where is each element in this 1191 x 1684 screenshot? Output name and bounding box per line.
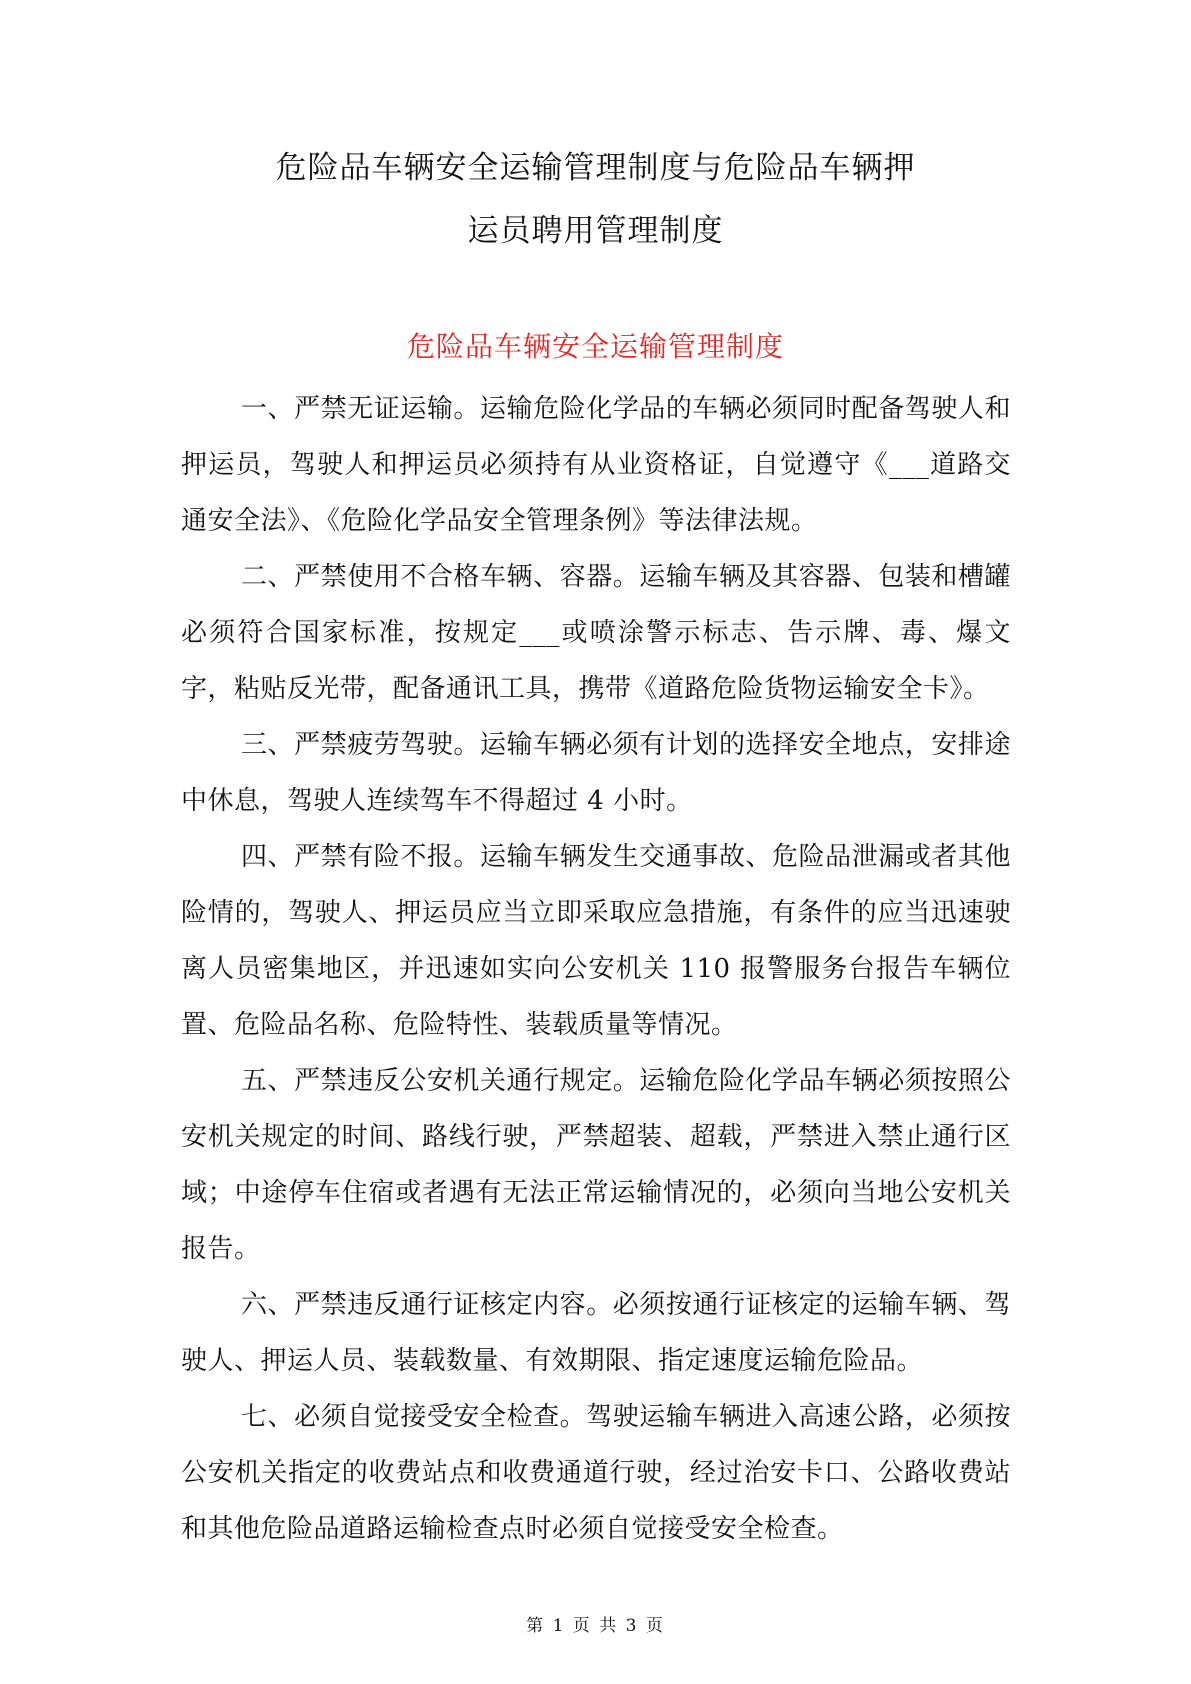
- section-title: 危险品车辆安全运输管理制度: [406, 330, 784, 363]
- paragraph-6: 六、严禁违反通行证核定内容。必须按通行证核定的运输车辆、驾驶人、押运人员、装载数量、有效期限、指定速度运输危险品。: [181, 1290, 1011, 1376]
- document-title-line-1: 危险品车辆安全运输管理制度与危险品车辆押: [275, 150, 916, 186]
- document-body: [181, 381, 1011, 1557]
- paragraph-5: 五、严禁违反公安机关通行规定。运输危险化学品车辆必须按照公安机关规定的时间、路线行驶，严禁超装、超载，严禁进入禁止通行区域；中途停车住宿或者遇有无法正常运输情况的，必须向当地公安机关报告。: [181, 1066, 1011, 1264]
- document-title-line-2: 运员聘用管理制度: [467, 213, 724, 249]
- page-footer: 第 1 页 共 3 页: [526, 1616, 665, 1636]
- paragraph-7: 七、必须自觉接受安全检查。驾驶运输车辆进入高速公路，必须按公安机关指定的收费站点和收费通道行驶，经过治安卡口、公路收费站和其他危险品道路运输检查点时必须自觉接受安全检查。: [181, 1402, 1011, 1544]
- paragraph-3: 三、严禁疲劳驾驶。运输车辆必须有计划的选择安全地点，安排途中休息，驾驶人连续驾车不得超过 4 小时。: [181, 730, 1011, 816]
- paragraph-2: 二、严禁使用不合格车辆、容器。运输车辆及其容器、包装和槽罐必须符合国家标准，按规定___或喷涂警示标志、告示牌、毒、爆文字，粘贴反光带，配备通讯工具，携带《道路危险货物运输安全卡》。: [181, 562, 1011, 704]
- paragraph-4: 四、严禁有险不报。运输车辆发生交通事故、危险品泄漏或者其他险情的，驾驶人、押运员应当立即采取应急措施，有条件的应当迅速驶离人员密集地区，并迅速如实向公安机关 110 报警服务台报告车辆位置、危险品名称、危险特性、装载质量等情况。: [181, 842, 1011, 1040]
- paragraph-1: 一、严禁无证运输。运输危险化学品的车辆必须同时配备驾驶人和押运员，驾驶人和押运员必须持有从业资格证，自觉遵守《___道路交通安全法》、《危险化学品安全管理条例》等法律法规。: [181, 394, 1011, 536]
